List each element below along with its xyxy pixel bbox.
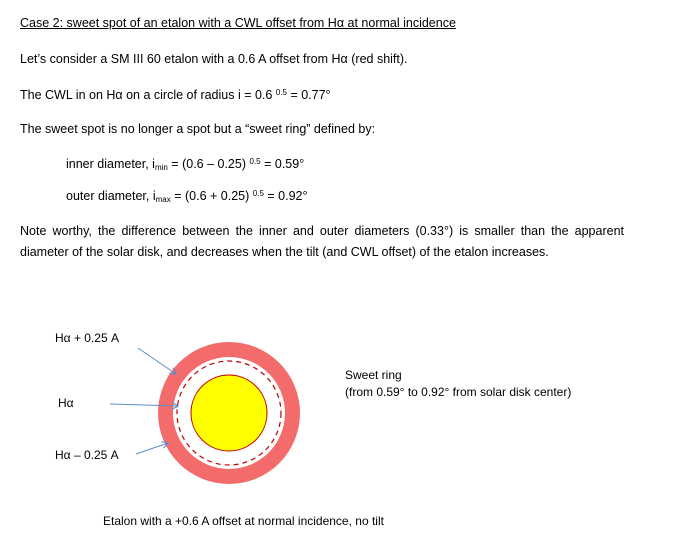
solar-disk [191, 375, 267, 451]
label-halpha-minus: Hα – 0.25 A [55, 448, 119, 462]
note-paragraph: Note worthy, the difference between the inner and outer diameters (0.33°) is smaller than the apparent diameter of the solar disk, and decreases when the tilt (and CWL offset) of the etalon increases. [20, 224, 624, 259]
arrow-minus [136, 443, 168, 454]
figure-caption: Etalon with a +0.6 A offset at normal incidence, no tilt [103, 514, 384, 528]
sweet-ring-title: Sweet ring [345, 368, 402, 382]
sweet-ring-intro: The sweet spot is no longer a spot but a “sweet ring” defined by: [20, 122, 376, 136]
page-title: Case 2: sweet spot of an etalon with a CWL offset from Hα at normal incidence [20, 16, 456, 30]
label-halpha: Hα [58, 396, 74, 410]
outer-diameter-line: outer diameter, $i_{max} = (0.6 + 0.25) ^{0.5} = 0.92^\circ$ [66, 189, 308, 204]
intro-paragraph: Let’s consider a SM III 60 etalon with a 0.6 A offset from Hα (red shift). [20, 52, 408, 66]
label-halpha-plus: Hα + 0.25 A [55, 331, 119, 345]
cwl-line: The CWL in on Hα on a circle of radius i = 0.6 $^{0.5}$ = 0.77° [20, 88, 331, 102]
sweet-ring-detail: (from 0.59° to 0.92° from solar disk center) [345, 385, 572, 399]
sweet-ring-label [345, 367, 571, 401]
arrow-plus [138, 348, 176, 374]
inner-diameter-line: inner diameter, $i_{min} = (0.6 - 0.25) ^{0.5} = 0.59^\circ$ [66, 157, 305, 172]
